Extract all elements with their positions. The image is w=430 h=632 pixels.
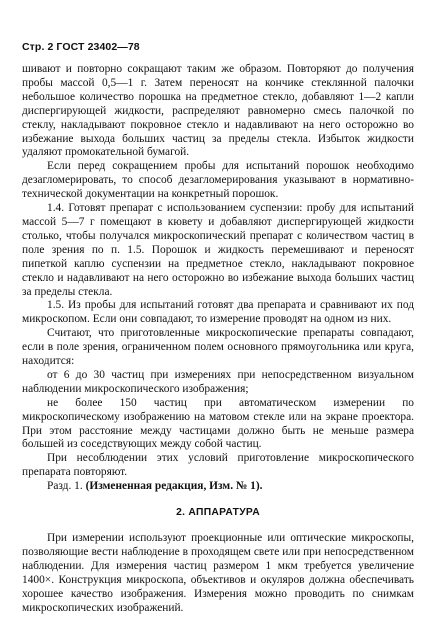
paragraph-1-5: 1.5. Из пробы для испытаний готовят два препарата и сравнивают их под микроскопом. Если они совпадают, то измерение проводят на одном из них. [22,299,414,326]
paragraph-continuation: шивают и повторно сокращают таким же образом. Повторяют до получения пробы массой 0,5—1 г. Затем переносят на кончике стеклянной палочки небольшое количество порошка на предметное стекло, добавляют 1—2 капли диспергирующей жидкости, распределяют равномерно смесь палочкой по стеклу, накладывают покровное стекло и надавливают на него осторожно во избежание выхода больших частиц за пределы стекла. Избыток жидкости удаляют промокательной бумагой. [22,63,414,159]
paragraph-1-4: 1.4. Готовят препарат с использованием суспензии: пробу для испытаний массой 5—7 г помещают в кювету и добавляют диспергирующей жидкости столько, чтобы получался микроскопический препарат с количеством частиц в поле зрения по п. 1.5. Порошок и жидкость перемешивают и переносят пипеткой каплю суспензии на предметное стекло, накладывают покровное стекло и надавливают на него осторожно во избежание выхода больших частиц за пределы стекла. [22,202,414,298]
page-header: Стр. 2 ГОСТ 23402—78 [22,41,140,53]
paragraph-repeat: При несоблюдении этих условий приготовление микроскопического препарата повторяют. [22,452,414,479]
paragraph-apparatus: При измерении используют проекционные или оптические микроскопы, позволяющие вести наблюдение в проходящем свете или при непосредственном наблюдении. Для измерения частиц размером 1 мкм требуется увеличение 1400×. Конструкция микроскопа, объективов и окуляров должна обеспечивать хорошее качество изображения. Измерения можно проводить по снимкам микроскопических изображений. [22,532,414,614]
paragraph-automatic-count: не более 150 частиц при автоматическом измерении по микроскопическому изображению на матовом стекле или на экране проектора. При этом расстояние между частицами должно быть не меньше размера большей из соседствующих между собой частиц. [22,396,414,451]
paragraph-amendment [22,480,414,494]
amendment-lead: Разд. 1. [47,480,83,493]
paragraph-visual-count: от 6 до 30 частиц при измерениях при непосредственном визуальном наблюдении микроскопического изображения; [22,368,414,395]
paragraph-deagglomeration: Если перед сокращением пробы для испытаний порошок необходимо дезагломерировать, то способ дезагломерирования указывают в нормативно-технической документации на конкретный порошок. [22,160,414,201]
section-title: 2. АППАРАТУРА [176,507,260,519]
amendment-note: (Измененная редакция, Изм. № 1). [85,480,263,493]
document-body [22,63,414,615]
paragraph-coincidence: Считают, что приготовленные микроскопические препараты совпадают, если в поле зрения, ограниченном полем основного прямоугольника или круга, находится: [22,327,414,368]
